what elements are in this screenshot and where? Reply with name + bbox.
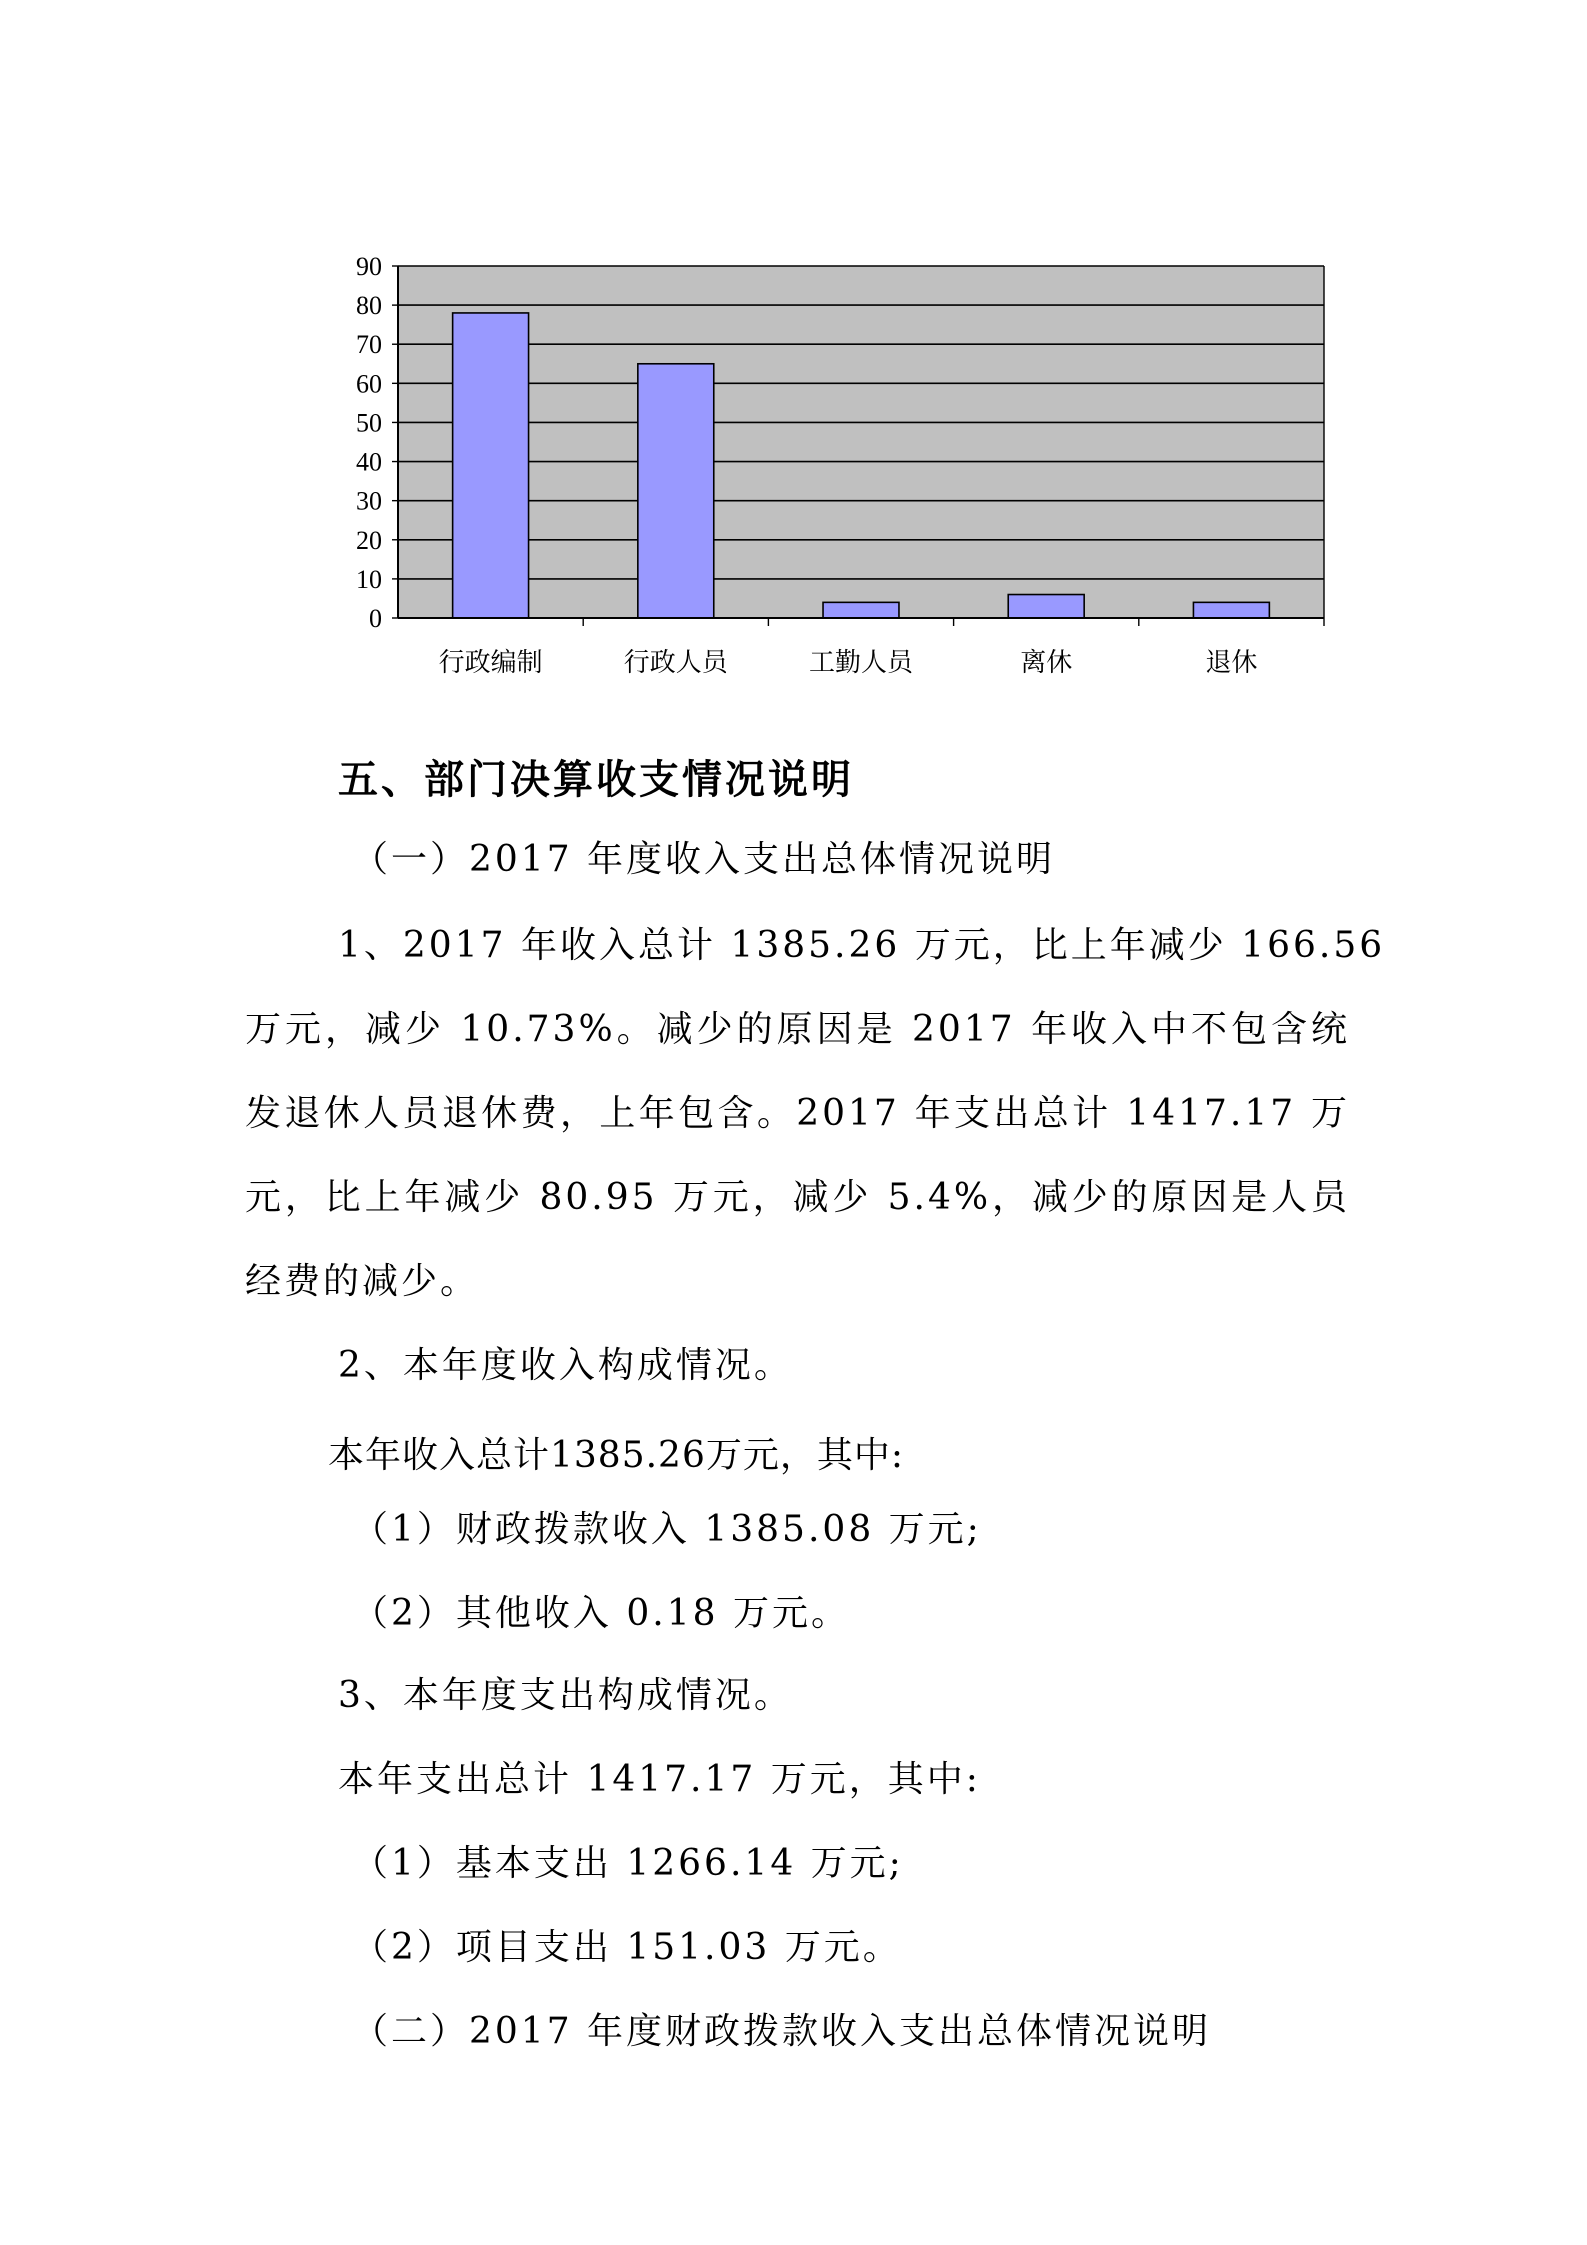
y-tick-label: 80 [356,291,382,321]
x-tick-label: 工勤人员 [808,648,914,678]
expense-composition-title: 3、本年度支出构成情况。 [338,1675,793,1716]
y-tick-label: 10 [356,564,382,594]
income-composition-title: 2、本年度收入构成情况。 [338,1345,793,1386]
plot-area [398,266,1324,618]
x-tick-label: 行政编制 [438,648,543,678]
expense-item-basic: （1）基本支出 1266.14 万元; [352,1843,904,1884]
expense-item-project: （2）项目支出 151.03 万元。 [352,1927,902,1968]
y-tick-label: 60 [356,369,382,399]
x-tick-label: 离休 [1020,648,1073,678]
paragraph-line: 元，比上年减少 80.95 万元，减少 5.4%，减少的原因是人员 [245,1177,1350,1218]
bar [453,313,529,618]
y-tick-label: 70 [356,330,382,360]
bar [638,364,714,618]
income-item-fiscal: （1）财政拨款收入 1385.08 万元; [352,1509,982,1550]
bar [1193,602,1269,618]
y-tick-label: 40 [356,447,382,477]
paragraph-line: 经费的减少。 [245,1261,480,1302]
x-tick-labels [439,648,1258,678]
subheading-income-expense: （一）2017 年度收入支出总体情况说明 [352,839,1056,880]
paragraph-line: 发退休人员退休费，上年包含。2017 年支出总计 1417.17 万 [245,1093,1350,1134]
x-tick-label: 行政人员 [623,648,728,678]
x-tick-label: 退休 [1205,648,1258,678]
income-total: 本年收入总计1385.26万元，其中: [328,1435,904,1476]
paragraph-line: 1、2017 年收入总计 1385.26 万元，比上年减少 166.56 [338,925,1386,966]
y-tick-label: 50 [356,408,382,438]
y-tick-labels [356,252,382,633]
y-tick-label: 20 [356,525,382,555]
expense-total: 本年支出总计 1417.17 万元，其中: [338,1759,981,1800]
bar [823,602,899,618]
paragraph-line: 万元，减少 10.73%。减少的原因是 2017 年收入中不包含统 [245,1009,1350,1050]
subheading-fiscal: （二）2017 年度财政拨款收入支出总体情况说明 [352,2011,1212,2052]
y-tick-label: 90 [356,252,382,281]
staff-bar-chart [320,250,1340,690]
income-item-other: （2）其他收入 0.18 万元。 [352,1593,850,1634]
section-heading: 五、部门决算收支情况说明 [338,757,854,803]
bar [1008,595,1084,618]
y-tick-label: 0 [369,604,382,633]
y-tick-label: 30 [356,486,382,516]
